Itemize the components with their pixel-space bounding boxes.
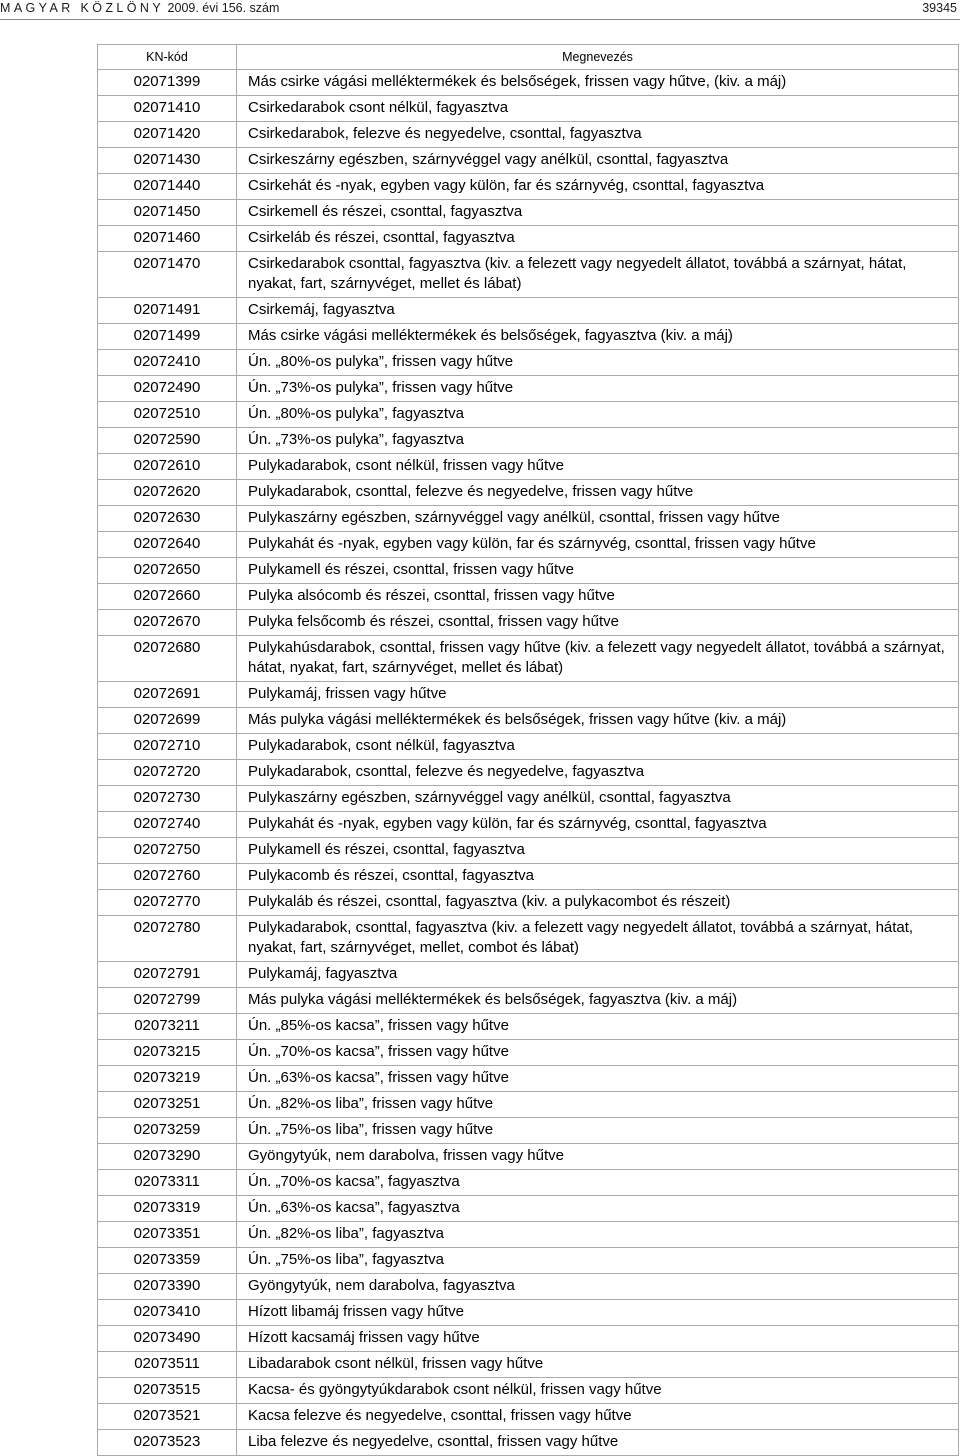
table-row — [98, 226, 959, 252]
description-cell: Kacsa felezve és negyedelve, csonttal, frissen vagy hűtve — [237, 1404, 959, 1430]
table-row — [98, 584, 959, 610]
description-cell: Más csirke vágási melléktermékek és belsőségek, fagyasztva (kiv. a máj) — [237, 324, 959, 350]
description-cell: Csirkedarabok, felezve és negyedelve, csonttal, fagyasztva — [237, 122, 959, 148]
table-row — [98, 988, 959, 1014]
kn-code-cell: 02072590 — [98, 428, 237, 454]
kn-code-cell: 02073410 — [98, 1300, 237, 1326]
table-row — [98, 1430, 959, 1456]
description-cell: Ún. „75%-os liba”, fagyasztva — [237, 1248, 959, 1274]
table-header-row — [98, 45, 959, 70]
kn-code-cell: 02072740 — [98, 812, 237, 838]
kn-code-cell: 02072610 — [98, 454, 237, 480]
table-row — [98, 962, 959, 988]
description-cell: Más pulyka vágási melléktermékek és belsőségek, frissen vagy hűtve (kiv. a máj) — [237, 708, 959, 734]
table-row — [98, 454, 959, 480]
table-row — [98, 610, 959, 636]
description-cell: Pulykadarabok, csont nélkül, frissen vagy hűtve — [237, 454, 959, 480]
kn-code-cell: 02073319 — [98, 1196, 237, 1222]
table-row — [98, 70, 959, 96]
kn-code-cell: 02072680 — [98, 636, 237, 682]
description-cell: Liba felezve és negyedelve, csonttal, frissen vagy hűtve — [237, 1430, 959, 1456]
description-cell: Hízott kacsamáj frissen vagy hűtve — [237, 1326, 959, 1352]
description-cell: Ún. „82%-os liba”, frissen vagy hűtve — [237, 1092, 959, 1118]
kn-code-cell: 02073311 — [98, 1170, 237, 1196]
kn-code-cell: 02073511 — [98, 1352, 237, 1378]
description-cell: Csirkedarabok csonttal, fagyasztva (kiv. a felezett vagy negyedelt állatot, továbbá a szárnyat, hátat, nyakat, fart, szárnyvéget, mellet és lábat) — [237, 252, 959, 298]
kn-code-cell: 02072770 — [98, 890, 237, 916]
description-cell: Ún. „70%-os kacsa”, frissen vagy hűtve — [237, 1040, 959, 1066]
kn-code-cell: 02072791 — [98, 962, 237, 988]
table-row — [98, 636, 959, 682]
description-cell: Pulykamell és részei, csonttal, fagyasztva — [237, 838, 959, 864]
kn-code-cell: 02072410 — [98, 350, 237, 376]
description-cell: Pulykaláb és részei, csonttal, fagyasztva (kiv. a pulykacombot és részeit) — [237, 890, 959, 916]
table-body — [98, 70, 959, 1456]
description-cell: Hízott libamáj frissen vagy hűtve — [237, 1300, 959, 1326]
kn-code-cell: 02071499 — [98, 324, 237, 350]
kn-code-cell: 02072510 — [98, 402, 237, 428]
page-number: 39345 — [922, 1, 957, 15]
kn-code-cell: 02073351 — [98, 1222, 237, 1248]
description-cell: Csirkemáj, fagyasztva — [237, 298, 959, 324]
table-row — [98, 558, 959, 584]
kn-code-cell: 02073490 — [98, 1326, 237, 1352]
column-header-code: KN-kód — [98, 45, 237, 70]
description-cell: Más pulyka vágási melléktermékek és belsőségek, fagyasztva (kiv. a máj) — [237, 988, 959, 1014]
description-cell: Pulykadarabok, csonttal, fagyasztva (kiv. a felezett vagy negyedelt állatot, továbbá a szárnyat, hátat, nyakat, fart, szárnyvéget, mellet, combot és lábat) — [237, 916, 959, 962]
page-header — [0, 0, 960, 18]
table-row — [98, 786, 959, 812]
kn-code-cell: 02072660 — [98, 584, 237, 610]
table-row — [98, 96, 959, 122]
kn-code-cell: 02072699 — [98, 708, 237, 734]
description-cell: Pulykadarabok, csonttal, felezve és negyedelve, fagyasztva — [237, 760, 959, 786]
description-cell: Pulykaszárny egészben, szárnyvéggel vagy anélkül, csonttal, fagyasztva — [237, 786, 959, 812]
table-row — [98, 1144, 959, 1170]
table-row — [98, 324, 959, 350]
table-row — [98, 916, 959, 962]
table-row — [98, 1066, 959, 1092]
table-row — [98, 174, 959, 200]
kn-code-cell: 02071410 — [98, 96, 237, 122]
description-cell: Ún. „70%-os kacsa”, fagyasztva — [237, 1170, 959, 1196]
table-row — [98, 1404, 959, 1430]
description-cell: Pulykamáj, fagyasztva — [237, 962, 959, 988]
table-row — [98, 812, 959, 838]
description-cell: Libadarabok csont nélkül, frissen vagy hűtve — [237, 1352, 959, 1378]
table-row — [98, 1222, 959, 1248]
description-cell: Pulyka felsőcomb és részei, csonttal, frissen vagy hűtve — [237, 610, 959, 636]
table-row — [98, 252, 959, 298]
table-row — [98, 1326, 959, 1352]
kn-code-cell: 02073359 — [98, 1248, 237, 1274]
kn-code-cell: 02071440 — [98, 174, 237, 200]
kn-code-cell: 02071420 — [98, 122, 237, 148]
description-cell: Ún. „73%-os pulyka”, fagyasztva — [237, 428, 959, 454]
kn-code-cell: 02073390 — [98, 1274, 237, 1300]
description-cell: Ún. „63%-os kacsa”, fagyasztva — [237, 1196, 959, 1222]
kn-code-cell: 02071450 — [98, 200, 237, 226]
description-cell: Pulykacomb és részei, csonttal, fagyasztva — [237, 864, 959, 890]
description-cell: Pulykadarabok, csonttal, felezve és negyedelve, frissen vagy hűtve — [237, 480, 959, 506]
kn-code-cell: 02073290 — [98, 1144, 237, 1170]
table-row — [98, 1170, 959, 1196]
kn-code-cell: 02073211 — [98, 1014, 237, 1040]
kn-code-cell: 02072640 — [98, 532, 237, 558]
table-row — [98, 708, 959, 734]
kn-code-cell: 02072760 — [98, 864, 237, 890]
description-cell: Kacsa- és gyöngytyúkdarabok csont nélkül, frissen vagy hűtve — [237, 1378, 959, 1404]
table-row — [98, 200, 959, 226]
description-cell: Pulykahát és -nyak, egyben vagy külön, far és szárnyvég, csonttal, fagyasztva — [237, 812, 959, 838]
description-cell: Pulykamell és részei, csonttal, frissen vagy hűtve — [237, 558, 959, 584]
description-cell: Ún. „85%-os kacsa”, frissen vagy hűtve — [237, 1014, 959, 1040]
table-row — [98, 682, 959, 708]
table-row — [98, 1248, 959, 1274]
table-row — [98, 376, 959, 402]
description-cell: Ún. „80%-os pulyka”, fagyasztva — [237, 402, 959, 428]
table-row — [98, 864, 959, 890]
publication-title: MAGYAR KÖZLÖNY — [0, 1, 165, 15]
kn-code-table — [97, 44, 959, 1456]
table-row — [98, 532, 959, 558]
issue-label: 2009. évi 156. szám — [167, 1, 280, 15]
table-row — [98, 402, 959, 428]
table-row — [98, 734, 959, 760]
kn-code-cell: 02072490 — [98, 376, 237, 402]
kn-code-cell: 02073219 — [98, 1066, 237, 1092]
header-divider — [0, 19, 960, 20]
table-row — [98, 298, 959, 324]
table-row — [98, 148, 959, 174]
table-row — [98, 1274, 959, 1300]
description-cell: Csirkeszárny egészben, szárnyvéggel vagy anélkül, csonttal, fagyasztva — [237, 148, 959, 174]
table-row — [98, 506, 959, 532]
kn-code-cell: 02073515 — [98, 1378, 237, 1404]
table-row — [98, 480, 959, 506]
table-row — [98, 760, 959, 786]
table-row — [98, 428, 959, 454]
table-row — [98, 1352, 959, 1378]
kn-code-cell: 02072750 — [98, 838, 237, 864]
kn-code-cell: 02072670 — [98, 610, 237, 636]
table-row — [98, 838, 959, 864]
table-row — [98, 1092, 959, 1118]
table-row — [98, 1118, 959, 1144]
kn-code-cell: 02073259 — [98, 1118, 237, 1144]
kn-code-cell: 02072799 — [98, 988, 237, 1014]
description-cell: Pulykadarabok, csont nélkül, fagyasztva — [237, 734, 959, 760]
description-cell: Ún. „75%-os liba”, frissen vagy hűtve — [237, 1118, 959, 1144]
kn-code-cell: 02071491 — [98, 298, 237, 324]
description-cell: Ún. „80%-os pulyka”, frissen vagy hűtve — [237, 350, 959, 376]
column-header-name: Megnevezés — [237, 45, 959, 70]
kn-code-cell: 02073251 — [98, 1092, 237, 1118]
kn-code-cell: 02073523 — [98, 1430, 237, 1456]
table-row — [98, 1378, 959, 1404]
description-cell: Csirkedarabok csont nélkül, fagyasztva — [237, 96, 959, 122]
table-row — [98, 1300, 959, 1326]
kn-code-cell: 02072630 — [98, 506, 237, 532]
table-row — [98, 1040, 959, 1066]
description-cell: Csirkeláb és részei, csonttal, fagyasztva — [237, 226, 959, 252]
description-cell: Pulykahúsdarabok, csonttal, frissen vagy hűtve (kiv. a felezett vagy negyedelt állatot, továbbá a szárnyat, hátat, nyakat, fart, szárnyvéget, mellet és lábat) — [237, 636, 959, 682]
table-row — [98, 890, 959, 916]
kn-code-cell: 02072691 — [98, 682, 237, 708]
kn-code-cell: 02072780 — [98, 916, 237, 962]
header-left — [0, 1, 279, 15]
kn-code-cell: 02072620 — [98, 480, 237, 506]
kn-code-cell: 02072730 — [98, 786, 237, 812]
kn-code-cell: 02071399 — [98, 70, 237, 96]
description-cell: Csirkehát és -nyak, egyben vagy külön, far és szárnyvég, csonttal, fagyasztva — [237, 174, 959, 200]
kn-code-cell: 02073521 — [98, 1404, 237, 1430]
description-cell: Pulykahát és -nyak, egyben vagy külön, far és szárnyvég, csonttal, frissen vagy hűtve — [237, 532, 959, 558]
description-cell: Ún. „82%-os liba”, fagyasztva — [237, 1222, 959, 1248]
kn-code-cell: 02073215 — [98, 1040, 237, 1066]
kn-code-cell: 02072710 — [98, 734, 237, 760]
table-row — [98, 122, 959, 148]
kn-code-cell: 02071430 — [98, 148, 237, 174]
description-cell: Pulykamáj, frissen vagy hűtve — [237, 682, 959, 708]
description-cell: Más csirke vágási melléktermékek és belsőségek, frissen vagy hűtve, (kiv. a máj) — [237, 70, 959, 96]
table-row — [98, 1014, 959, 1040]
description-cell: Gyöngytyúk, nem darabolva, frissen vagy hűtve — [237, 1144, 959, 1170]
description-cell: Pulykaszárny egészben, szárnyvéggel vagy anélkül, csonttal, frissen vagy hűtve — [237, 506, 959, 532]
description-cell: Ún. „73%-os pulyka”, frissen vagy hűtve — [237, 376, 959, 402]
kn-code-cell: 02072650 — [98, 558, 237, 584]
description-cell: Csirkemell és részei, csonttal, fagyasztva — [237, 200, 959, 226]
description-cell: Pulyka alsócomb és részei, csonttal, frissen vagy hűtve — [237, 584, 959, 610]
kn-code-cell: 02071470 — [98, 252, 237, 298]
description-cell: Gyöngytyúk, nem darabolva, fagyasztva — [237, 1274, 959, 1300]
table-row — [98, 350, 959, 376]
description-cell: Ún. „63%-os kacsa”, frissen vagy hűtve — [237, 1066, 959, 1092]
kn-code-cell: 02071460 — [98, 226, 237, 252]
kn-code-cell: 02072720 — [98, 760, 237, 786]
table-row — [98, 1196, 959, 1222]
